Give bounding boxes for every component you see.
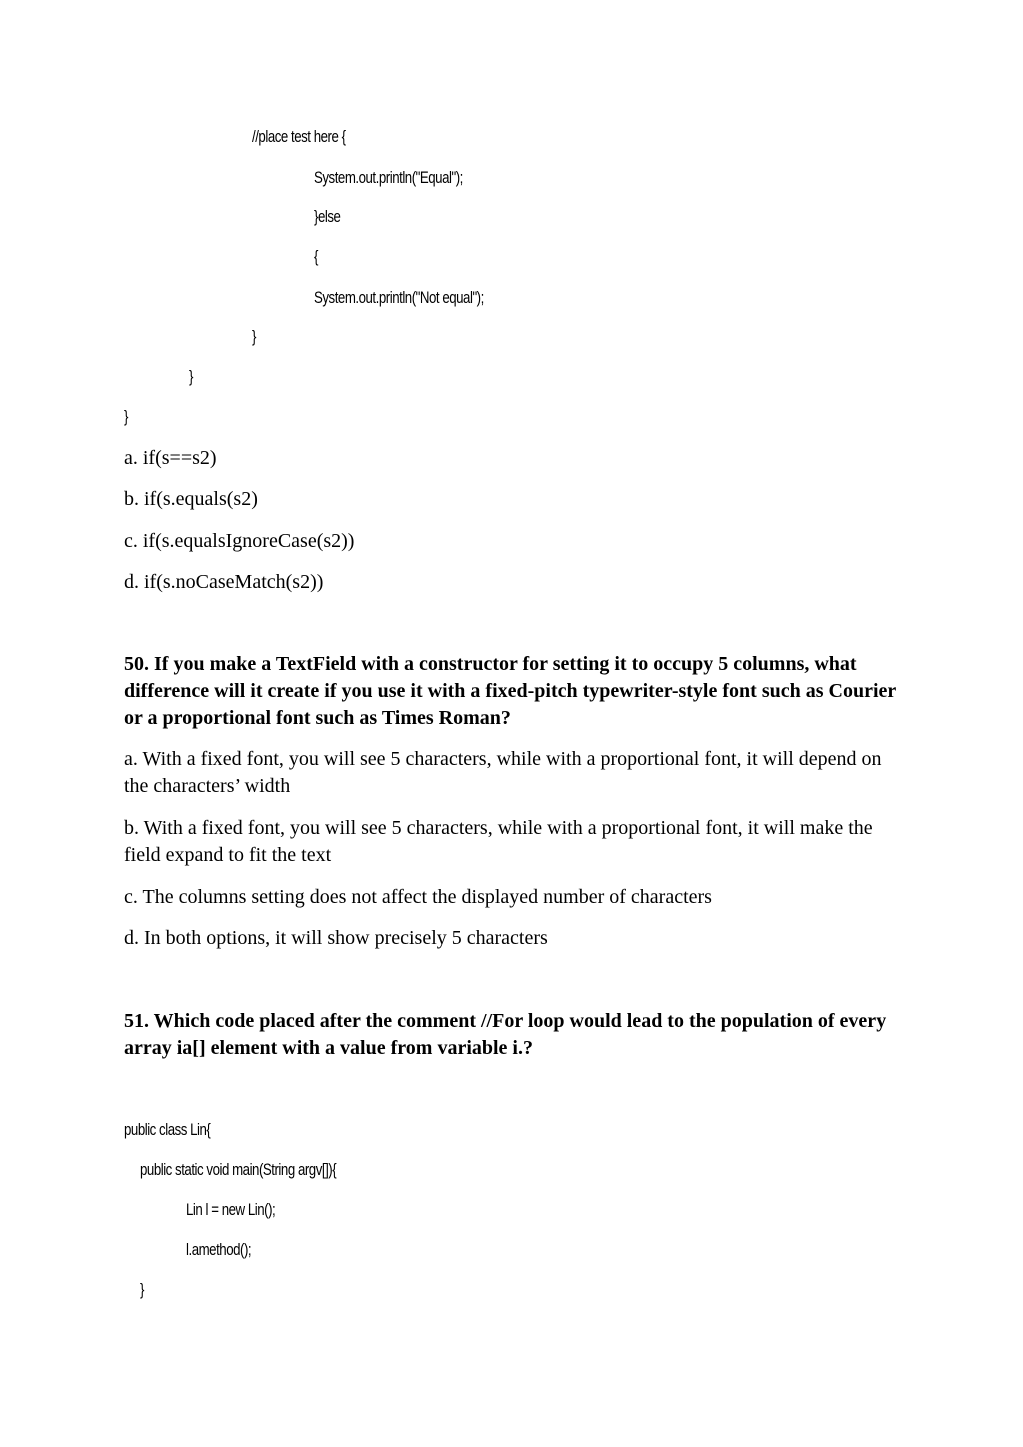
q50-option-d: d. In both options, it will show precisely 5 characters	[124, 927, 548, 949]
q50-option-a: a. With a fixed font, you will see 5 characters, while with a proportional font, it will depend on the characters’ width	[124, 748, 882, 797]
q49-option-c: c. if(s.equalsIgnoreCase(s2))	[124, 530, 355, 552]
code-line-main-decl: public static void main(String argv[]){	[140, 1160, 337, 1179]
code-line-new-lin: Lin l = new Lin();	[186, 1200, 276, 1219]
code-line-class-decl: public class Lin{	[124, 1120, 211, 1139]
q50-option-c: c. The columns setting does not affect the displayed number of characters	[124, 886, 712, 908]
code-line-print-equal: System.out.println("Equal");	[314, 168, 463, 187]
q49-option-d: d. if(s.noCaseMatch(s2))	[124, 571, 324, 593]
code-line-close-brace-1: }	[252, 327, 256, 346]
code-line-close-brace-3: }	[124, 407, 128, 426]
code-line-close-brace-2: }	[189, 367, 193, 386]
q51-question: 51. Which code placed after the comment //For loop would lead to the population of every array ia[] element with a value from variable i.?	[124, 1010, 887, 1059]
code-line-print-not-equal: System.out.println("Not equal");	[314, 288, 484, 307]
q50-question: 50. If you make a TextField with a constructor for setting it to occupy 5 columns, what difference will it create if you use it with a fixed-pitch typewriter-style font such as Courier or a proportional font such as Times Roman?	[124, 653, 896, 729]
code-line-open-brace: {	[314, 247, 318, 266]
code-line-place-test: //place test here {	[252, 127, 346, 146]
code-line-amethod: l.amethod();	[186, 1240, 252, 1259]
code-line-close-main: }	[140, 1280, 144, 1299]
q49-option-a: a. if(s==s2)	[124, 447, 217, 469]
q50-option-b: b. With a fixed font, you will see 5 characters, while with a proportional font, it will make the field expand to fit the text	[124, 817, 873, 866]
q49-option-b: b. if(s.equals(s2)	[124, 488, 258, 510]
code-line-else: }else	[314, 207, 341, 226]
